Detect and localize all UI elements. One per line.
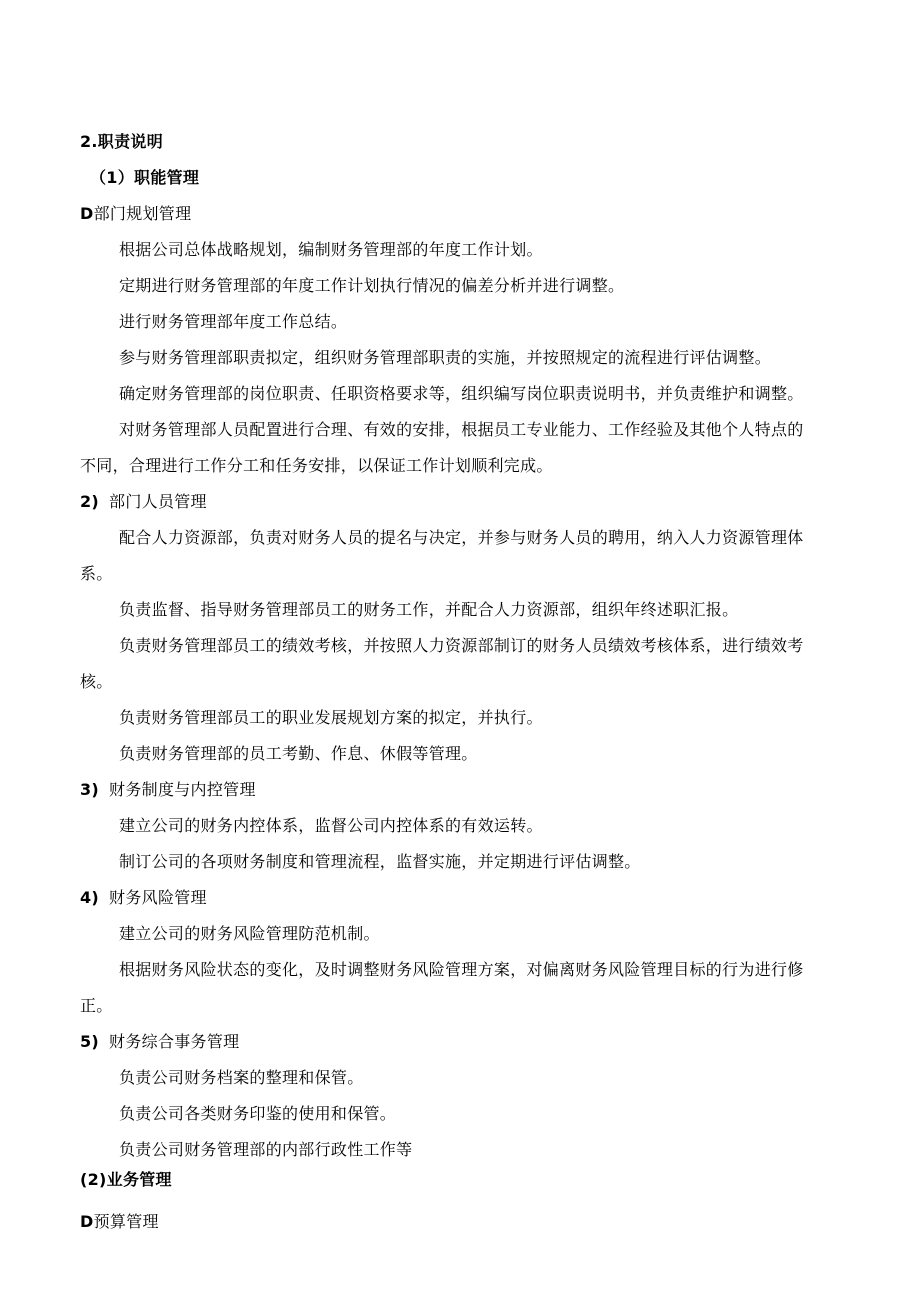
item-title: 财务制度与内控管理 [109, 780, 256, 799]
paragraph: 对财务管理部人员配置进行合理、有效的安排，根据员工专业能力、工作经验及其他个人特点的 [119, 420, 804, 439]
item-heading-general-affairs [80, 1032, 239, 1052]
paragraph: 根据财务风险状态的变化，及时调整财务风险管理方案，对偏离财务风险管理目标的行为进行修 [119, 960, 804, 979]
subsection-title-business: (2)业务管理 [80, 1170, 172, 1189]
paragraph: 根据公司总体战略规划，编制财务管理部的年度工作计划。 [119, 240, 543, 259]
paragraph: 确定财务管理部的岗位职责、任职资格要求等，组织编写岗位职责说明书，并负责维护和调整。 [119, 384, 804, 403]
item-number: 2) [80, 492, 100, 511]
paragraph: 定期进行财务管理部的年度工作计划执行情况的偏差分析并进行调整。 [119, 276, 625, 295]
paragraph: 建立公司的财务风险管理防范机制。 [119, 924, 380, 943]
item-heading-department-planning [80, 204, 191, 224]
paragraph: 建立公司的财务内控体系，监督公司内控体系的有效运转。 [119, 816, 543, 835]
item-heading-budget [80, 1212, 159, 1232]
paragraph: 进行财务管理部年度工作总结。 [119, 312, 348, 331]
section-title: 2.职责说明 [80, 132, 164, 151]
paragraph: 负责财务管理部员工的绩效考核，并按照人力资源部制订的财务人员绩效考核体系，进行绩效考 [119, 636, 804, 655]
paragraph: 负责公司各类财务印鉴的使用和保管。 [119, 1104, 397, 1123]
item-title: 财务风险管理 [109, 888, 207, 907]
item-number: 3) [80, 780, 100, 799]
paragraph: 参与财务管理部职责拟定，组织财务管理部职责的实施，并按照规定的流程进行评估调整。 [119, 348, 772, 367]
paragraph: 配合人力资源部，负责对财务人员的提名与决定，并参与财务人员的聘用，纳入人力资源管理体 [119, 528, 804, 547]
paragraph: 制订公司的各项财务制度和管理流程，监督实施，并定期进行评估调整。 [119, 852, 641, 871]
item-title: 预算管理 [93, 1212, 159, 1231]
item-number: 5) [80, 1032, 100, 1051]
item-number: 4) [80, 888, 100, 907]
paragraph-continuation: 正。 [80, 996, 113, 1015]
item-heading-department-staff [80, 492, 207, 512]
paragraph: 负责财务管理部员工的职业发展规划方案的拟定，并执行。 [119, 708, 543, 727]
paragraph: 负责监督、指导财务管理部员工的财务工作，并配合人力资源部，组织年终述职汇报。 [119, 600, 739, 619]
paragraph: 负责公司财务管理部的内部行政性工作等 [119, 1140, 413, 1159]
item-heading-financial-control [80, 780, 256, 800]
item-title: 部门人员管理 [109, 492, 207, 511]
item-prefix: D [80, 204, 94, 223]
paragraph-continuation: 不同，合理进行工作分工和任务安排，以保证工作计划顺利完成。 [80, 456, 553, 475]
subsection-title-functional: （1）职能管理 [90, 168, 200, 187]
item-title: 财务综合事务管理 [109, 1032, 240, 1051]
paragraph: 负责财务管理部的员工考勤、作息、休假等管理。 [119, 744, 478, 763]
paragraph-continuation: 系。 [80, 564, 113, 583]
item-prefix: D [80, 1212, 94, 1231]
item-title: 部门规划管理 [93, 204, 192, 223]
item-heading-financial-risk [80, 888, 207, 908]
paragraph: 负责公司财务档案的整理和保管。 [119, 1068, 364, 1087]
paragraph-continuation: 核。 [80, 672, 113, 691]
